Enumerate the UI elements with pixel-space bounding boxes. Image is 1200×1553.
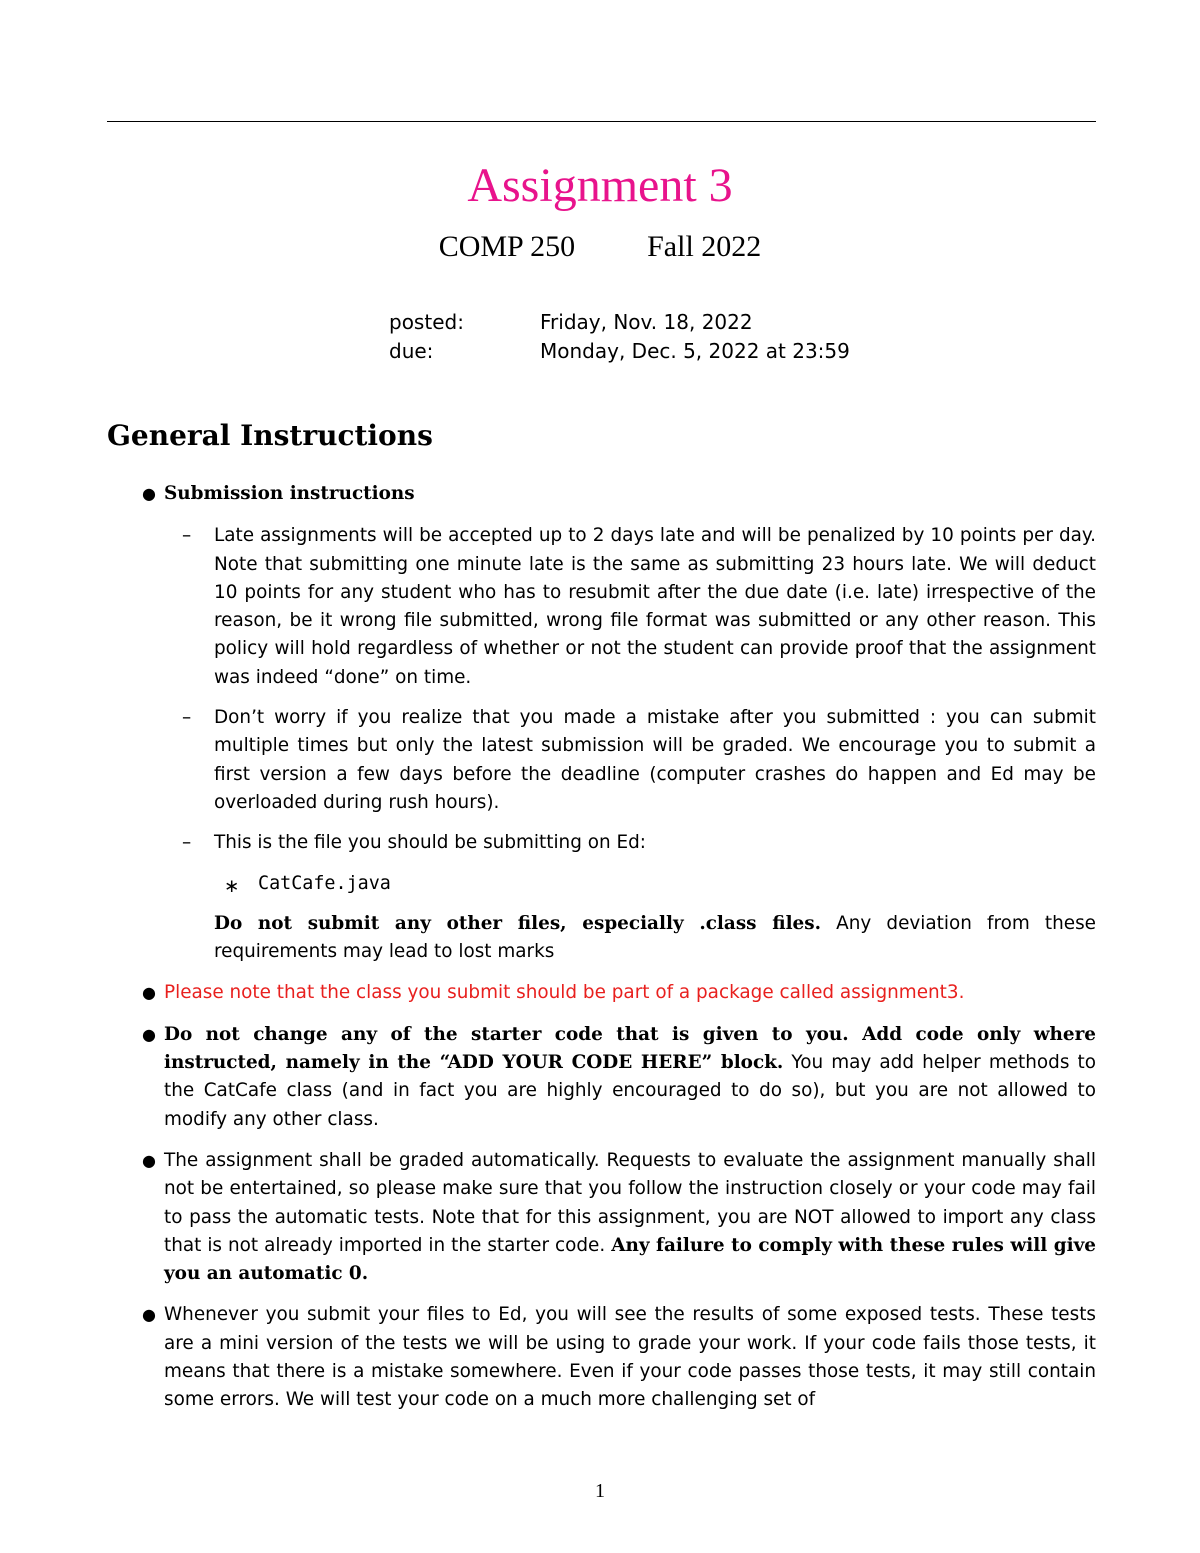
list-item-graded: [107, 1147, 1096, 1288]
list-item-resubmit: [164, 704, 1096, 817]
course-term: Fall 2022: [647, 230, 762, 263]
warning-bold: Do not submit any other files, especially .class files.: [214, 912, 822, 934]
bullet-icon: ●: [142, 484, 156, 503]
submission-sublist: [164, 522, 1096, 898]
dash-icon: –: [182, 832, 192, 854]
late-policy-text: Late assignments will be accepted up to 2 days late and will be penalized by 10 points per day. Note that submitting one minute late is the same as submitting 23 hours late. We will deduct 10 points for any student who has to resubmit after the due date (i.e. late) irrespective of the reason, be it wrong file submitted, wrong file format was submitted or any other reason. This policy will hold regardless of whether or not the student can provide proof that the assignment was indeed “done” on time.: [214, 525, 1096, 688]
instructions-list: [107, 480, 1096, 1415]
list-item-late: [164, 522, 1096, 692]
posted-value: Friday, Nov. 18, 2022: [540, 310, 753, 334]
bullet-icon: ●: [142, 1150, 156, 1170]
list-item-exposed-tests: [107, 1301, 1096, 1414]
due-value: Monday, Dec. 5, 2022 at 23:59: [540, 339, 850, 363]
starter-rest-2: class (and in fact you are highly encouraged to do so), but you are not allowed to modify any other class.: [164, 1080, 1097, 1130]
list-item-submission: [107, 480, 1096, 966]
due-row: [389, 337, 850, 366]
list-item-starter: [107, 1021, 1096, 1134]
file-sublist: [214, 870, 1096, 898]
resubmit-text: Don’t worry if you realize that you made a mistake after you submitted : you can submit multiple times but only the latest submission will be graded. We encourage you to submit a first version a few days before the deadline (computer crashes do happen and Ed may be overloaded during rush hours).: [214, 707, 1096, 813]
assignment-title: Assignment 3: [467, 159, 733, 212]
starter-class-name: CatCafe: [203, 1080, 277, 1102]
file-name: CatCafe.java: [258, 872, 391, 894]
course-line: [0, 229, 1200, 265]
submission-heading: Submission instructions: [164, 483, 415, 504]
exposed-tests-text: Whenever you submit your files to Ed, you will see the results of some exposed tests. These tests are a mini version of the tests we will be using to grade your work. If your code fails those tests, it means that there is a mistake somewhere. Even if your code passes those tests, it may still contain some errors. We will test your code on a much more challenging set of: [164, 1304, 1096, 1411]
graded-bold: Any failure to comply with these rules will give you an automatic 0.: [164, 1234, 1096, 1285]
submission-warning: [164, 910, 1096, 967]
list-item-file: [164, 829, 1096, 898]
list-item-filename: [214, 870, 1096, 898]
bullet-icon: ●: [142, 1024, 156, 1044]
bullet-icon: ●: [142, 983, 156, 1003]
file-intro-text: This is the file you should be submitting on Ed:: [214, 832, 646, 854]
section-heading: General Instructions: [107, 419, 433, 452]
dash-icon: –: [182, 525, 192, 547]
posted-row: [389, 308, 850, 337]
course-code: COMP 250: [438, 230, 576, 263]
instructions-body: [107, 480, 1096, 1428]
list-item-package: [107, 979, 1096, 1007]
starter-rest-1: You may add helper methods to the: [164, 1052, 1097, 1102]
package-note: Please note that the class you submit should be part of a package called assignment3.: [164, 982, 965, 1004]
warning-rest: Any deviation from these requirements may lead to lost marks: [214, 912, 1096, 963]
dash-icon: –: [182, 707, 192, 729]
asterisk-icon: ∗: [224, 875, 240, 897]
due-label: due:: [389, 339, 434, 363]
starter-bold: Do not change any of the starter code that is given to you. Add code only where instructed, namely in the “ADD YOUR CODE HERE” block.: [164, 1023, 1096, 1074]
graded-text: The assignment shall be graded automatically. Requests to evaluate the assignment manually shall not be entertained, so please make sure that you follow the instruction closely or your code may fail to pass the automatic tests. Note that for this assignment, you are NOT allowed to import any class that is not already imported in the starter code.: [164, 1149, 1096, 1256]
page-number: 1: [595, 1480, 605, 1502]
dates-table: [389, 308, 850, 366]
posted-label: posted:: [389, 310, 464, 334]
top-rule: [107, 121, 1096, 122]
bullet-icon: ●: [142, 1305, 156, 1325]
